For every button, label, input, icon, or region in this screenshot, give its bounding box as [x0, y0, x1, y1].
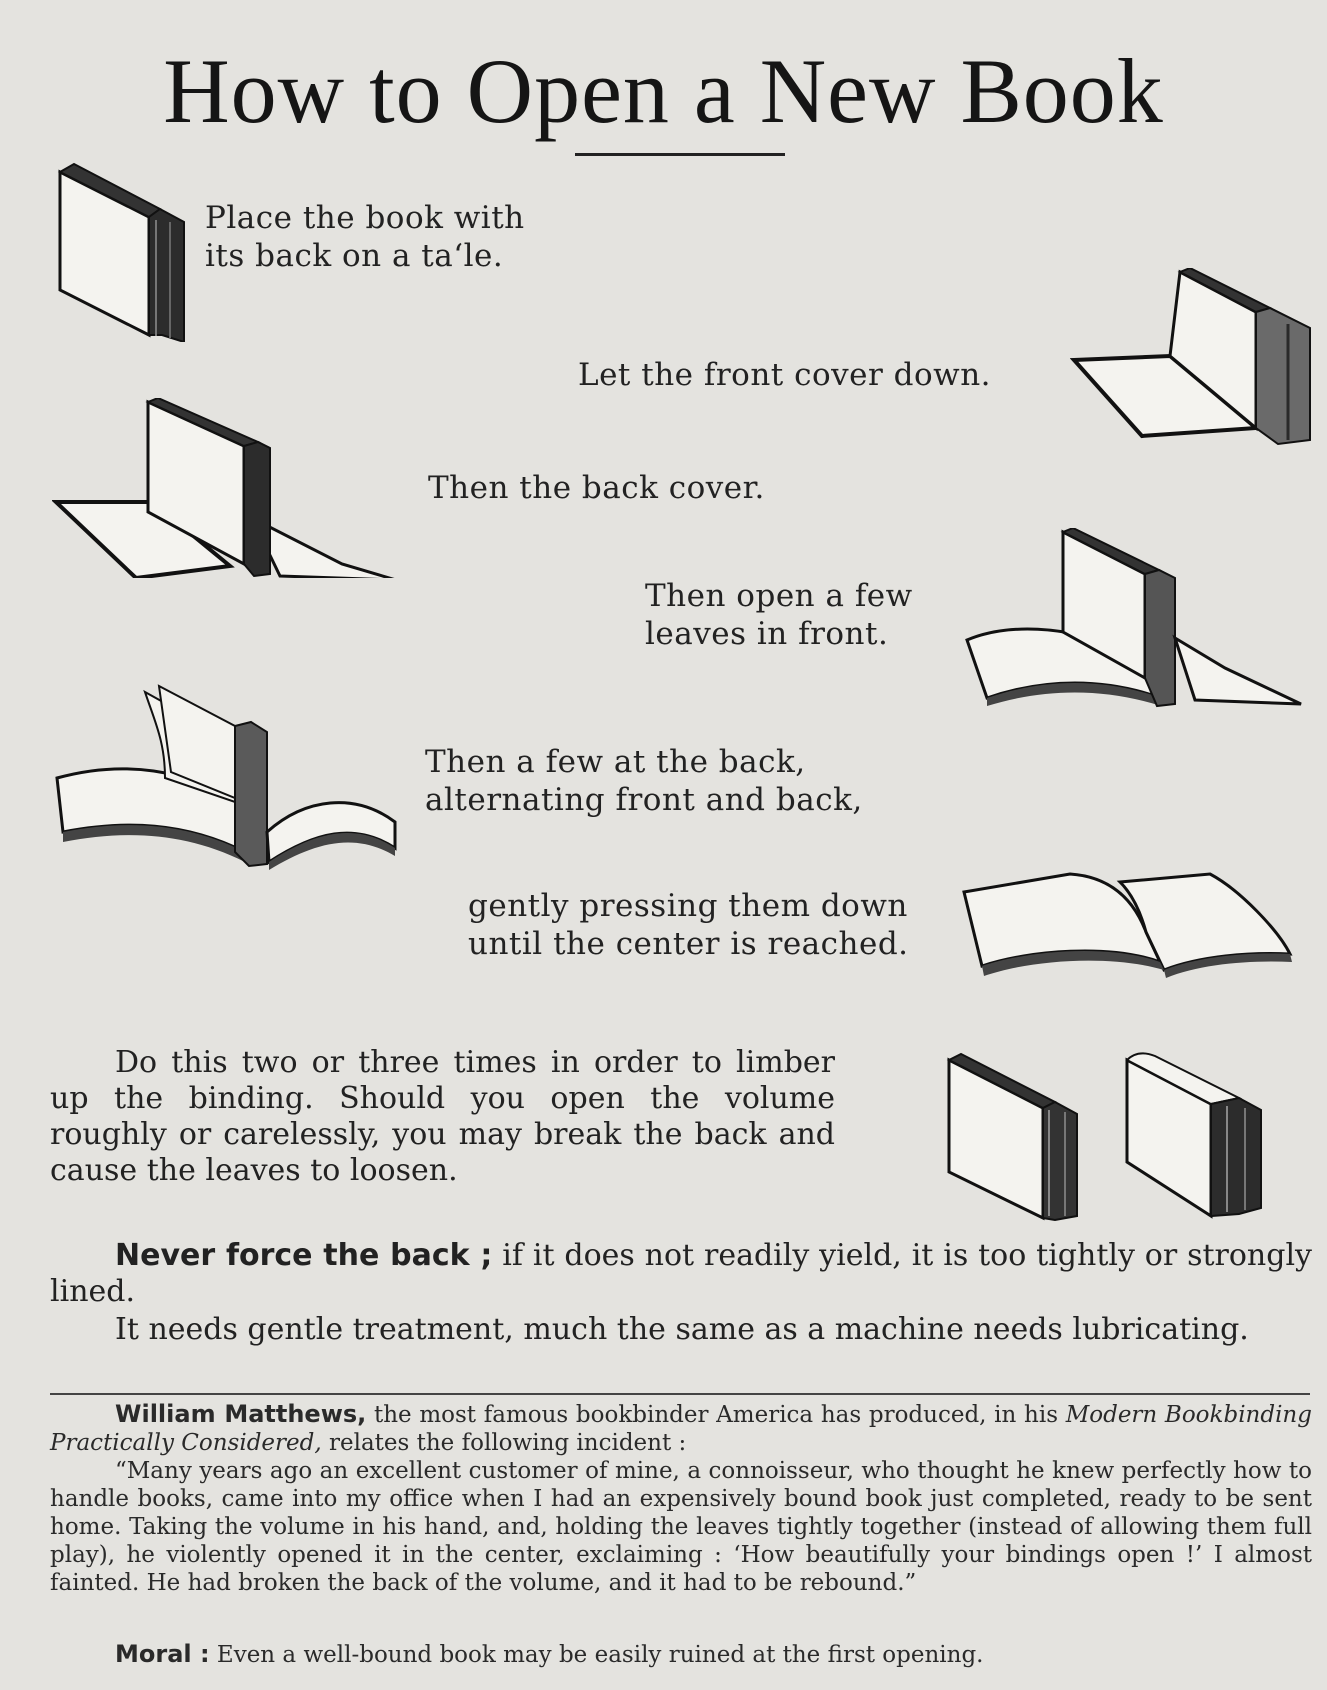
moral-text: Even a well-bound book may be easily ruined at the first opening. — [209, 1642, 984, 1668]
anecdote-intro — [50, 1400, 1312, 1457]
warning-bold: Never force the back ; — [115, 1238, 493, 1273]
anecdote-intro-text: the most famous bookbinder America has produced, in his — [366, 1402, 1066, 1428]
step-4-line-1: Then open a few — [645, 578, 913, 614]
page-title: How to Open a New Book — [163, 40, 1164, 142]
step-1-line-2: its back on a taʻle. — [205, 238, 504, 274]
step-3-line-1: Then the back cover. — [428, 470, 765, 506]
two-books-illustration — [945, 1052, 1265, 1222]
book-closed-illustration — [52, 160, 192, 342]
anecdote-intro-end: relates the following incident : — [321, 1430, 687, 1456]
step-5-line-2: alternating front and back, — [425, 782, 863, 818]
book-title: Modern Bookbinding Practically Considered, — [50, 1402, 1312, 1456]
leaves-front-illustration — [965, 528, 1305, 708]
step-4-line-2: leaves in front. — [645, 616, 889, 652]
moral-label: Moral : — [115, 1640, 210, 1668]
step-6-line-2: until the center is reached. — [468, 926, 909, 962]
moral-line — [50, 1640, 1312, 1669]
front-cover-down-illustration — [1070, 268, 1320, 448]
leaves-back-illustration — [55, 682, 405, 872]
section-divider — [50, 1393, 1310, 1395]
title-underline — [575, 153, 785, 156]
step-1-line-1: Place the book with — [205, 200, 525, 236]
advice-paragraph: Do this two or three times in order to limber up the binding. Should you open the volume roughly or carelessly, you may break the back and cause the leaves to loosen. — [50, 1045, 835, 1188]
anecdote-quote: “Many years ago an excellent customer of mine, a connoisseur, who thought he knew perfectly how to handle books, came into my office when I had an expensively bound book just completed, ready to be sent home. Taking the volume in his hand, and, holding the leaves tightly together (instead of allowing them full play), he violently opened it in the center, exclaiming : ‘How beautifully your bindings open !’ I almost fainted. He had broken the back of the volume, and it had to be rebound.” — [50, 1458, 1312, 1596]
step-5-line-1: Then a few at the back, — [425, 744, 806, 780]
treatment-paragraph: It needs gentle treatment, much the same as a machine needs lubricating. — [115, 1312, 1249, 1347]
warning-paragraph — [50, 1238, 1312, 1310]
book-open-center-illustration — [960, 870, 1300, 980]
anecdote-author: William Matthews, — [115, 1400, 367, 1428]
back-cover-down-illustration — [52, 398, 402, 578]
warning-text: if it does not readily yield, it is too tightly or strongly lined. — [50, 1238, 1312, 1309]
step-6-line-1: gently pressing them down — [468, 888, 908, 924]
step-2-line-1: Let the front cover down. — [578, 357, 992, 393]
